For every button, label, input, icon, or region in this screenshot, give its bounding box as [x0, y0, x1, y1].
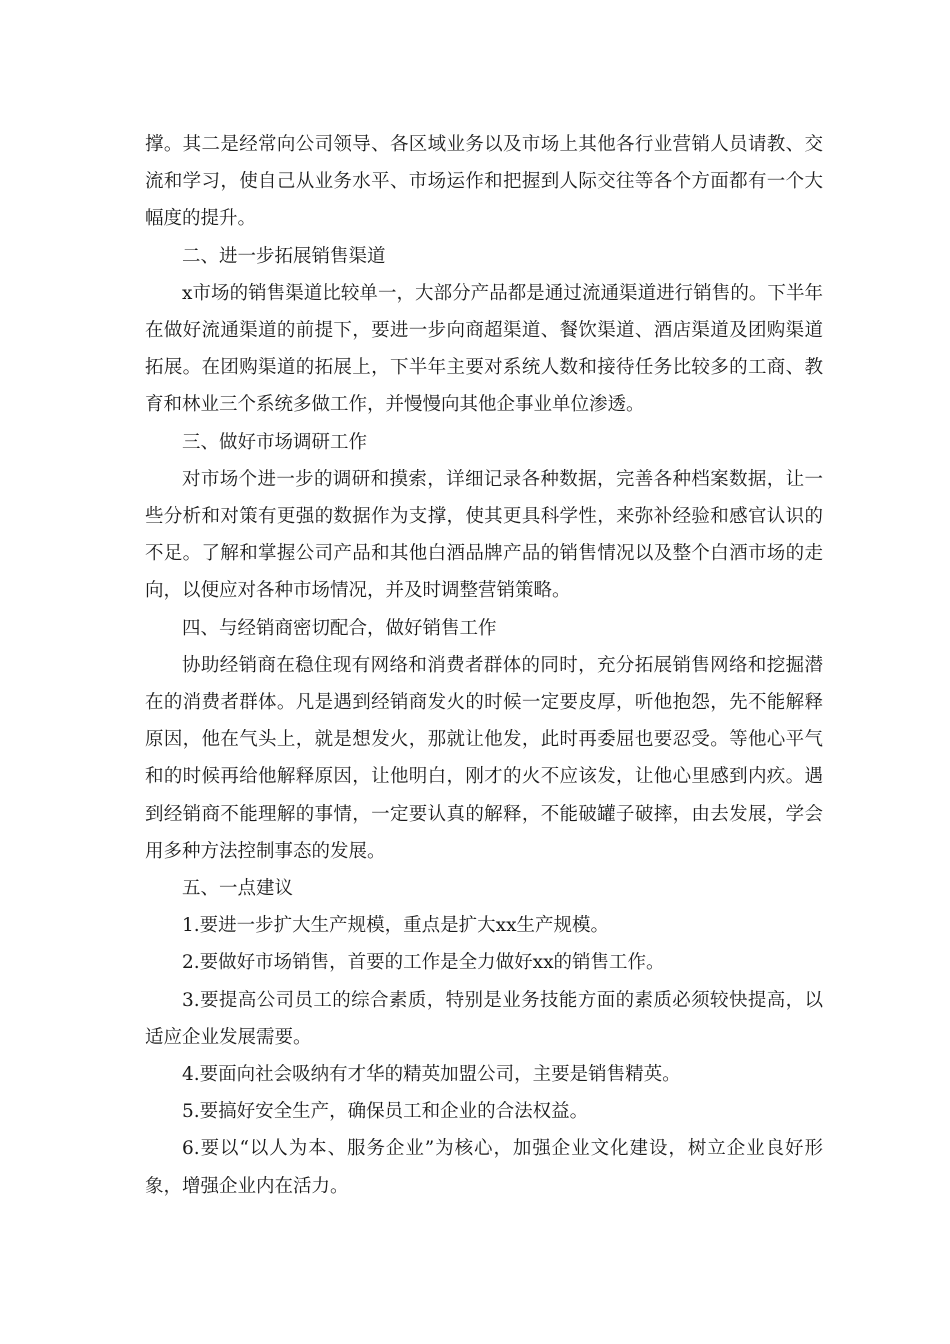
suggestion-item-2: 2.要做好市场销售，首要的工作是全力做好xx的销售工作。	[182, 952, 665, 974]
suggestion-item-4: 4.要面向社会吸纳有才华的精英加盟公司，主要是销售精英。	[182, 1064, 681, 1086]
document-page	[145, 126, 823, 1205]
paragraph-research: 对市场个进一步的调研和摸索，详细记录各种数据，完善各种档案数据，让一些分析和对策有更强的数据作为支撑，使其更具科学性，来弥补经验和感官认识的不足。了解和掌握公司产品和其他白酒品牌产品的销售情况以及整个白酒市场的走向，以便应对各种市场情况，并及时调整营销策略。	[145, 468, 823, 602]
paragraph-dealers: 协助经销商在稳住现有网络和消费者群体的同时，充分拓展销售网络和挖掘潜在的消费者群体。凡是遇到经销商发火的时候一定要皮厚，听他抱怨，先不能解释原因，他在气头上，就是想发火，那就让他发，此时再委屈也要忍受。等他心平气和的时候再给他解释原因，让他明白，刚才的火不应该发，让他心里感到内疚。遇到经销商不能理解的事情，一定要认真的解释，不能破罐子破摔，由去发展，学会用多种方法控制事态的发展。	[145, 654, 823, 862]
section-heading-dealers: 四、与经销商密切配合，做好销售工作	[182, 617, 497, 639]
section-heading-channels: 二、进一步拓展销售渠道	[182, 245, 386, 267]
suggestion-item-6: 6.要以“以人为本、服务企业”为核心，加强企业文化建设，树立企业良好形象，增强企业内在活力。	[145, 1138, 823, 1197]
suggestion-item-5: 5.要搞好安全生产，确保员工和企业的合法权益。	[182, 1101, 589, 1123]
paragraph-channels: x市场的销售渠道比较单一，大部分产品都是通过流通渠道进行销售的。下半年在做好流通渠道的前提下，要进一步向商超渠道、餐饮渠道、酒店渠道及团购渠道拓展。在团购渠道的拓展上，下半年主要对系统人数和接待任务比较多的工商、教育和林业三个系统多做工作，并慢慢向其他企事业单位渗透。	[145, 282, 823, 416]
paragraph-continuation: 撑。其二是经常向公司领导、各区域业务以及市场上其他各行业营销人员请教、交流和学习，使自己从业务水平、市场运作和把握到人际交往等各个方面都有一个大幅度的提升。	[145, 134, 823, 230]
suggestion-item-3: 3.要提高公司员工的综合素质，特别是业务技能方面的素质必须较快提高，以适应企业发展需要。	[145, 989, 823, 1048]
section-heading-suggestions: 五、一点建议	[182, 878, 294, 900]
suggestion-item-1: 1.要进一步扩大生产规模，重点是扩大xx生产规模。	[182, 915, 610, 937]
section-heading-research: 三、做好市场调研工作	[182, 431, 368, 453]
